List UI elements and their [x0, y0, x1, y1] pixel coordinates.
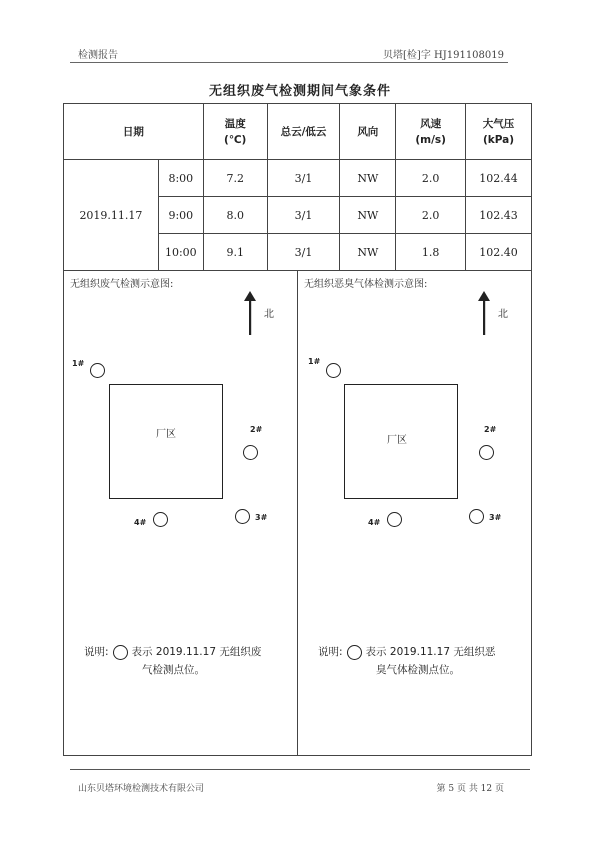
time-cell: 10:00 [158, 234, 203, 271]
temp-cell: 9.1 [203, 234, 267, 271]
header-report-label: 检测报告 [78, 50, 118, 61]
note-text-continued: 气检测点位。 [142, 664, 205, 676]
note-prefix: 说明: [318, 646, 343, 658]
header-wind-direction: 风向 [340, 104, 396, 160]
point-label-3: 3# [489, 513, 502, 522]
pressure-cell: 102.43 [466, 197, 532, 234]
cloud-cell: 3/1 [267, 234, 340, 271]
point-label-3: 3# [255, 513, 268, 522]
panel-title: 无组织废气检测示意图: [70, 279, 174, 290]
wind-dir-cell: NW [340, 160, 396, 197]
footer-divider [70, 769, 530, 770]
legend-note [84, 643, 284, 679]
north-arrow-icon [244, 291, 256, 335]
sampling-point-4-icon [387, 512, 402, 527]
sampling-point-1-icon [90, 363, 105, 378]
time-cell: 9:00 [158, 197, 203, 234]
sampling-point-4-icon [153, 512, 168, 527]
wind-speed-cell: 1.8 [396, 234, 466, 271]
wind-dir-cell: NW [340, 197, 396, 234]
page-title: 无组织废气检测期间气象条件 [208, 84, 391, 99]
factory-area [109, 384, 223, 499]
header-pressure: 大气压 (kPa) [466, 104, 532, 160]
header-wind-speed: 风速 (m/s) [396, 104, 466, 160]
table-header-row [64, 104, 532, 160]
north-label: 北 [498, 309, 508, 320]
note-text-continued: 臭气体检测点位。 [376, 664, 460, 676]
legend-circle-icon [347, 645, 362, 660]
legend-note [318, 643, 518, 679]
legend-circle-icon [113, 645, 128, 660]
time-cell: 8:00 [158, 160, 203, 197]
panel-title: 无组织恶臭气体检测示意图: [304, 279, 428, 290]
temp-cell: 8.0 [203, 197, 267, 234]
note-text: 表示 2019.11.17 无组织恶 [365, 646, 496, 658]
header-date: 日期 [64, 104, 204, 160]
footer-company: 山东贝塔环境检测技术有限公司 [78, 784, 205, 794]
wind-dir-cell: NW [340, 234, 396, 271]
point-label-2: 2# [250, 425, 263, 434]
header-divider [70, 62, 508, 63]
north-arrow-icon [478, 291, 490, 335]
weather-table [63, 103, 532, 271]
cloud-cell: 3/1 [267, 160, 340, 197]
sampling-point-3-icon [469, 509, 484, 524]
wind-speed-cell: 2.0 [396, 160, 466, 197]
note-prefix: 说明: [84, 646, 109, 658]
temp-cell: 7.2 [203, 160, 267, 197]
header-report-number: 贝塔[检]字 HJ191108019 [383, 50, 504, 61]
sampling-point-3-icon [235, 509, 250, 524]
sampling-point-1-icon [326, 363, 341, 378]
factory-area [344, 384, 458, 499]
point-label-2: 2# [484, 425, 497, 434]
sampling-point-2-icon [243, 445, 258, 460]
cloud-cell: 3/1 [267, 197, 340, 234]
table-row [64, 160, 532, 197]
wind-speed-cell: 2.0 [396, 197, 466, 234]
point-label-4: 4# [134, 518, 147, 527]
sampling-point-2-icon [479, 445, 494, 460]
date-cell: 2019.11.17 [64, 160, 159, 271]
point-label-4: 4# [368, 518, 381, 527]
waste-gas-diagram-panel [63, 270, 298, 756]
header-cloud: 总云/低云 [267, 104, 340, 160]
pressure-cell: 102.44 [466, 160, 532, 197]
note-text: 表示 2019.11.17 无组织废 [131, 646, 262, 658]
footer-page-number: 第 5 页 共 12 页 [436, 784, 504, 794]
pressure-cell: 102.40 [466, 234, 532, 271]
point-label-1: 1# [72, 359, 85, 368]
north-label: 北 [264, 309, 274, 320]
point-label-1: 1# [308, 357, 321, 366]
factory-area-label: 厂区 [387, 435, 407, 446]
factory-area-label: 厂区 [156, 429, 176, 440]
header-temperature: 温度 (℃) [203, 104, 267, 160]
odor-gas-diagram-panel [297, 270, 532, 756]
